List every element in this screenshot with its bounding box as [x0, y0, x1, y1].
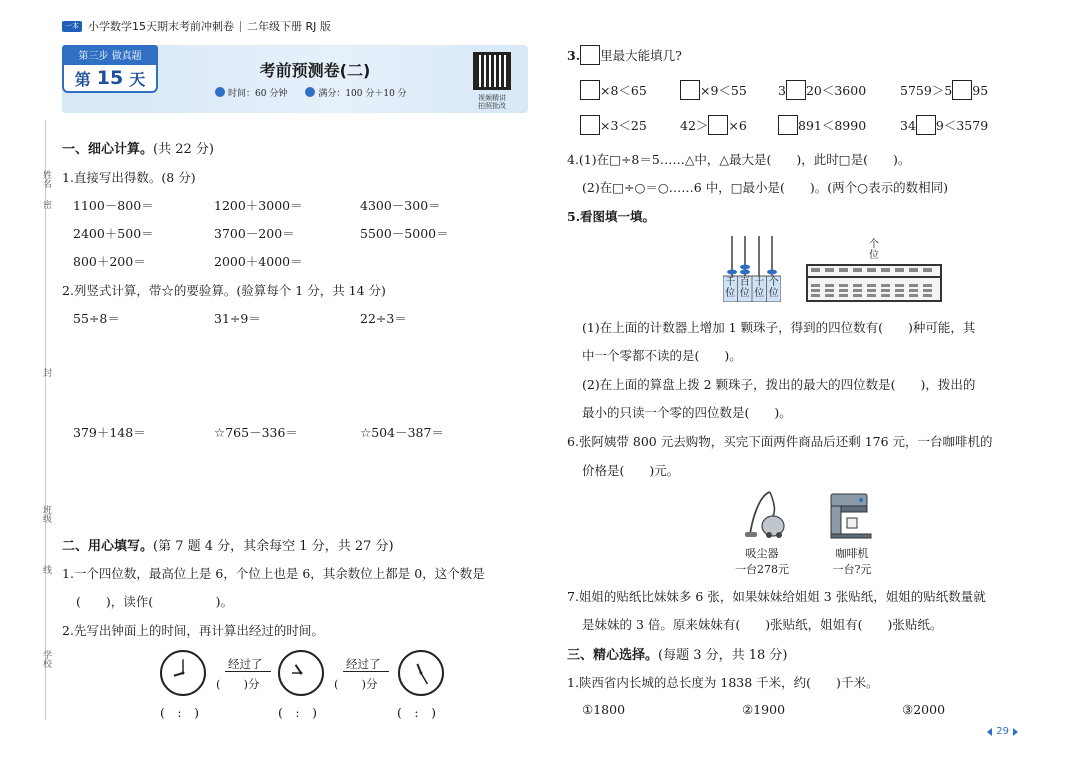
next-page-icon[interactable]: [1013, 728, 1018, 736]
q3-row2-item3: [778, 115, 866, 135]
q2-item-2: 31÷9＝: [214, 311, 261, 326]
day-number: 15: [96, 67, 124, 89]
q1-item-8: 2000＋4000＝: [214, 254, 303, 269]
clock-3-drawing: [400, 652, 442, 694]
margin-label-name: 姓名: [41, 170, 51, 188]
q3-post: ×3＜25: [600, 118, 647, 133]
q1-item-1: 1100－800＝: [73, 198, 154, 213]
vacuum-drawing: [740, 488, 786, 540]
coffee-machine-icon: [827, 490, 875, 540]
coffee-machine-name: 咖啡机: [835, 547, 869, 560]
q3-title: [567, 45, 682, 65]
day-badge: [62, 63, 158, 93]
section-1-points: (共 22 分): [153, 142, 214, 157]
q3-text: 里最大能填几?: [600, 48, 682, 63]
q2-item-4: 379＋148＝: [73, 425, 146, 440]
answer-box[interactable]: [580, 45, 600, 65]
clock-2-drawing: [280, 652, 322, 694]
time-blank-2: ( : ): [278, 705, 317, 720]
time-info: [215, 86, 287, 99]
publisher-logo: 一本: [62, 21, 82, 32]
choice-1-option-b[interactable]: ②1900: [742, 702, 786, 717]
q2-item-1: 55÷8＝: [73, 311, 120, 326]
section-3-heading: 三、精心选择。: [567, 648, 659, 663]
score-text: 满分：100 分＋10 分: [318, 89, 407, 99]
qr-caption: [468, 94, 516, 110]
elapsed-blank-1: ( )分: [216, 677, 260, 691]
vacuum-cleaner-icon: [740, 488, 786, 540]
q3-row1-item2: [680, 80, 747, 100]
place-ones: 个位: [768, 277, 779, 299]
exam-title: 考前预测卷(二): [259, 61, 371, 80]
margin-label-line: 线: [41, 565, 51, 574]
answer-box[interactable]: [580, 80, 600, 100]
choice-1-option-c[interactable]: ③2000: [902, 702, 946, 717]
clock-1-drawing: [162, 652, 204, 694]
q3-pre: 5759＞5: [900, 83, 953, 98]
clock-face-1: [160, 650, 206, 696]
answer-box[interactable]: [580, 115, 600, 135]
place-hundreds: 百位: [739, 277, 750, 299]
coffee-machine-price: 一台?元: [832, 563, 872, 576]
margin-label-seal1: 密: [41, 200, 51, 209]
q3-row2-item4: [900, 115, 988, 135]
q3-pre: 3: [778, 83, 786, 98]
answer-box[interactable]: [952, 80, 972, 100]
place-tens: 十位: [754, 277, 765, 299]
binding-margin-line: [45, 120, 46, 720]
step-tab: 第三步 做真题: [62, 45, 158, 63]
qr-code-icon[interactable]: [473, 52, 511, 90]
q3-row2-item1: [580, 115, 647, 135]
section-2-points: (第 7 题 4 分，其余每空 1 分，共 27 分): [153, 539, 394, 554]
q3-pre: 42＞: [680, 118, 709, 133]
place-thousands: 千位: [725, 277, 736, 299]
q5-part1-line1: (1)在上面的计数器上增加 1 颗珠子，得到的四位数有( )种可能，其: [582, 320, 976, 335]
q3-post: 95: [972, 83, 989, 98]
elapsed-blank-2: ( )分: [334, 677, 378, 691]
section-2-heading: 二、用心填写。: [62, 539, 154, 554]
time-blank-3: ( : ): [397, 705, 436, 720]
abacus-ones-label: 个位: [869, 239, 879, 261]
answer-box[interactable]: [778, 115, 798, 135]
page-number: [987, 726, 1018, 737]
elapsed-label-2: 经过了: [346, 657, 381, 671]
choice-1-option-a[interactable]: ①1800: [582, 702, 626, 717]
abacus: [806, 264, 942, 302]
elapsed-arrow-2: [343, 671, 389, 672]
series-title: 小学数学15天期末考前冲刺卷: [88, 20, 234, 33]
header-divider: [240, 21, 241, 32]
edition-label: 二年级下册 RJ 版: [247, 20, 331, 33]
q3-row1-item4: [900, 80, 988, 100]
q5-part2-line1: (2)在上面的算盘上拨 2 颗珠子，拨出的最大的四位数是( )，拨出的: [582, 377, 976, 392]
q3-row1-item3: [778, 80, 866, 100]
answer-box[interactable]: [786, 80, 806, 100]
fill-1-line1: 1.一个四位数，最高位上是 6，个位上也是 6，其余数位上都是 0，这个数是: [62, 566, 485, 581]
abacus-drawing: [806, 264, 942, 302]
q2-item-5: ☆765－336＝: [214, 425, 298, 440]
top-header: [62, 18, 522, 34]
page-number-text: 29: [996, 726, 1009, 737]
fill-2-title: 2.先写出钟面上的时间，再计算出经过的时间。: [62, 623, 324, 638]
q5-part2-line2: 最小的只读一个零的四位数是( )。: [582, 405, 792, 420]
q1-item-3: 4300－300＝: [360, 198, 441, 213]
clock-face-3: [398, 650, 444, 696]
section-3-title: [567, 644, 788, 663]
q2-item-6: ☆504－387＝: [360, 425, 444, 440]
q7-line2: 是妹妹的 3 倍。原来妹妹有( )张贴纸，姐姐有( )张贴纸。: [582, 617, 943, 632]
q3-post: ×9＜55: [700, 83, 747, 98]
exam-meta: [215, 86, 407, 99]
margin-label-seal2: 封: [41, 368, 51, 377]
q7-line1: 7.姐姐的贴纸比妹妹多 6 张，如果妹妹给姐姐 3 张贴纸，姐姐的贴纸数量就: [567, 589, 986, 604]
q2-title: 2.列竖式计算，带☆的要验算。(验算每个 1 分，共 14 分): [62, 283, 386, 298]
q3-row1-item1: [580, 80, 647, 100]
q6-line1: 6.张阿姨带 800 元去购物，买完下面两件商品后还剩 176 元，一台咖啡机的: [567, 434, 993, 449]
prev-page-icon[interactable]: [987, 728, 992, 736]
q1-item-4: 2400＋500＝: [73, 226, 154, 241]
section-1-title: [62, 138, 214, 157]
q4-part1: 4.(1)在□÷8＝5……△中，△最大是( )，此时□是( )。: [567, 152, 911, 167]
q3-pre: 34: [900, 118, 916, 133]
q3-row2-item2: [680, 115, 747, 135]
q1-item-7: 800＋200＝: [73, 254, 146, 269]
counting-frame-places: [723, 277, 781, 299]
day-suffix: 天: [129, 69, 146, 89]
q1-item-6: 5500－5000＝: [360, 226, 449, 241]
qr-caption-line2: 拍照批改: [478, 102, 506, 110]
q5-title: 5.看图填一填。: [567, 209, 656, 224]
time-text: 时间：60 分钟: [228, 89, 288, 99]
answer-box[interactable]: [916, 115, 936, 135]
margin-label-school: 学校: [41, 650, 51, 668]
section-2-title: [62, 535, 394, 554]
q3-post: 20＜3600: [805, 83, 867, 98]
day-prefix: 第: [74, 69, 91, 89]
q1-title: 1.直接写出得数。(8 分): [62, 170, 196, 185]
fill-1-line2: ( )，读作( )。: [76, 594, 234, 609]
q1-item-5: 3700－200＝: [214, 226, 295, 241]
q3-post: ×6: [728, 118, 747, 133]
q3-post: 891＜8990: [798, 118, 867, 133]
time-blank-1: ( : ): [160, 705, 199, 720]
clock-icon: [215, 87, 225, 97]
section-1-heading: 一、细心计算。: [62, 142, 154, 157]
answer-box[interactable]: [708, 115, 728, 135]
q3-post: ×8＜65: [600, 83, 647, 98]
q2-item-3: 22÷3＝: [360, 311, 407, 326]
q3-post: 9＜3579: [935, 118, 989, 133]
margin-label-class: 班级: [41, 505, 51, 523]
choice-1-question: 1.陕西省内长城的总长度为 1838 千米，约( )千米。: [567, 675, 879, 690]
coffee-machine-drawing: [827, 490, 875, 540]
vacuum-name: 吸尘器: [745, 547, 779, 560]
person-icon: [305, 87, 315, 97]
q4-part2: (2)在□÷○＝○……6 中，□最小是( )。(两个○表示的数相同): [582, 180, 948, 195]
clock-face-2: [278, 650, 324, 696]
q1-item-2: 1200＋3000＝: [214, 198, 303, 213]
answer-box[interactable]: [680, 80, 700, 100]
q6-line2: 价格是( )元。: [582, 463, 680, 478]
vacuum-price: 一台278元: [735, 563, 789, 576]
section-3-points: (每题 3 分，共 18 分): [658, 648, 788, 663]
score-info: [305, 86, 406, 99]
q5-part1-line2: 中一个零都不读的是( )。: [582, 348, 742, 363]
elapsed-arrow-1: [225, 671, 271, 672]
qr-caption-line1: 视频精讲: [478, 94, 506, 102]
q3-number: 3.: [567, 48, 581, 63]
elapsed-label-1: 经过了: [228, 657, 263, 671]
